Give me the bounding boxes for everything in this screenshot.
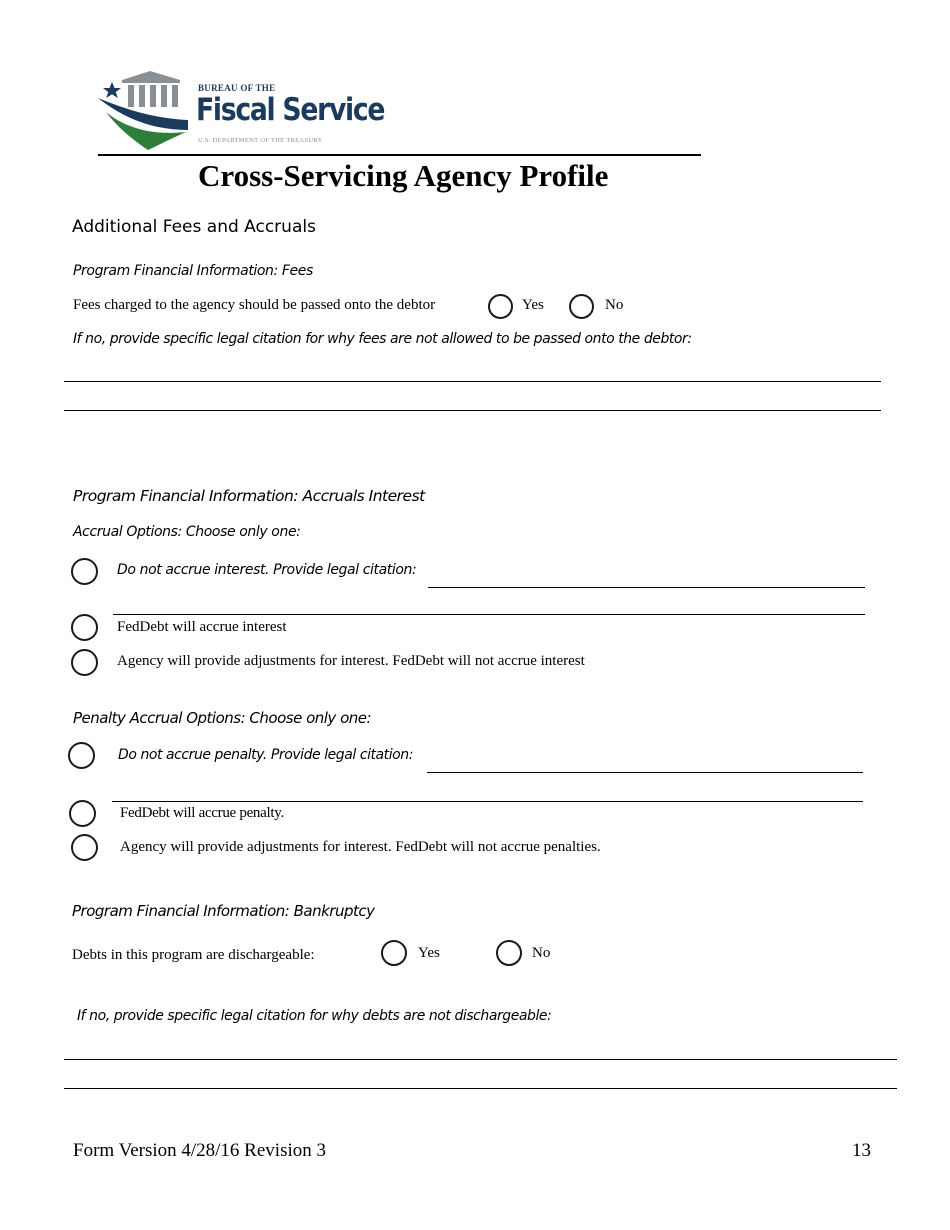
penalty-option1-radio[interactable] <box>68 742 95 769</box>
fees-citation-line-2[interactable] <box>64 410 881 411</box>
accrual-citation-line-2[interactable] <box>113 614 865 615</box>
page-title: Cross-Servicing Agency Profile <box>198 158 609 193</box>
bankruptcy-citation-prompt: If no, provide specific legal citation for why debts are not dischargeable: <box>77 1008 552 1024</box>
penalty-option2-radio[interactable] <box>69 800 96 827</box>
accrual-option3-label: Agency will provide adjustments for interest. FedDebt will not accrue interest <box>117 653 585 669</box>
bankruptcy-citation-line-1[interactable] <box>64 1059 897 1060</box>
bankruptcy-no-label: No <box>532 945 551 961</box>
logo-line3: U.S. DEPARTMENT OF THE TREASURY <box>198 137 323 144</box>
bankruptcy-no-radio[interactable] <box>496 940 522 966</box>
fees-no-radio[interactable] <box>569 294 594 319</box>
fees-citation-line-1[interactable] <box>64 381 881 382</box>
penalty-options-label: Penalty Accrual Options: Choose only one: <box>73 709 372 727</box>
accruals-heading: Program Financial Information: Accruals Interest <box>73 487 425 505</box>
accrual-option2-label: FedDebt will accrue interest <box>117 619 287 635</box>
penalty-option2-label: FedDebt will accrue penalty. <box>120 805 284 821</box>
penalty-citation-line-1[interactable] <box>427 772 863 773</box>
fees-question: Fees charged to the agency should be passed onto the debtor <box>73 297 436 313</box>
penalty-option1-label: Do not accrue penalty. Provide legal citation: <box>118 747 413 763</box>
penalty-citation-line-2[interactable] <box>112 801 863 802</box>
fees-citation-prompt: If no, provide specific legal citation for why fees are not allowed to be passed onto the debtor: <box>73 331 692 347</box>
fees-no-label: No <box>605 297 624 313</box>
section-heading: Additional Fees and Accruals <box>72 217 316 237</box>
bankruptcy-heading: Program Financial Information: Bankruptcy <box>72 902 375 920</box>
bankruptcy-yes-label: Yes <box>418 945 440 961</box>
accrual-option2-radio[interactable] <box>71 614 98 641</box>
fees-yes-label: Yes <box>522 297 544 313</box>
fees-heading: Program Financial Information: Fees <box>73 263 313 279</box>
penalty-option3-radio[interactable] <box>71 834 98 861</box>
header-rule <box>98 154 701 156</box>
fiscal-service-logo <box>98 68 385 152</box>
logo-line2: Fiscal Service <box>196 92 385 128</box>
form-version: Form Version 4/28/16 Revision 3 <box>73 1140 326 1161</box>
bankruptcy-citation-line-2[interactable] <box>64 1088 897 1089</box>
accrual-option3-radio[interactable] <box>71 649 98 676</box>
accrual-option1-label: Do not accrue interest. Provide legal citation: <box>117 562 417 578</box>
bankruptcy-question: Debts in this program are dischargeable: <box>72 947 315 963</box>
logo-line1: BUREAU OF THE <box>198 83 276 93</box>
accrual-options-label: Accrual Options: Choose only one: <box>73 524 301 540</box>
star-icon <box>103 82 121 98</box>
accrual-option1-radio[interactable] <box>71 558 98 585</box>
bankruptcy-yes-radio[interactable] <box>381 940 407 966</box>
treasury-building-icon <box>98 68 193 152</box>
accrual-citation-line-1[interactable] <box>428 587 865 588</box>
fees-yes-radio[interactable] <box>488 294 513 319</box>
page-number: 13 <box>852 1140 871 1161</box>
penalty-option3-label: Agency will provide adjustments for interest. FedDebt will not accrue penalties. <box>120 839 601 855</box>
